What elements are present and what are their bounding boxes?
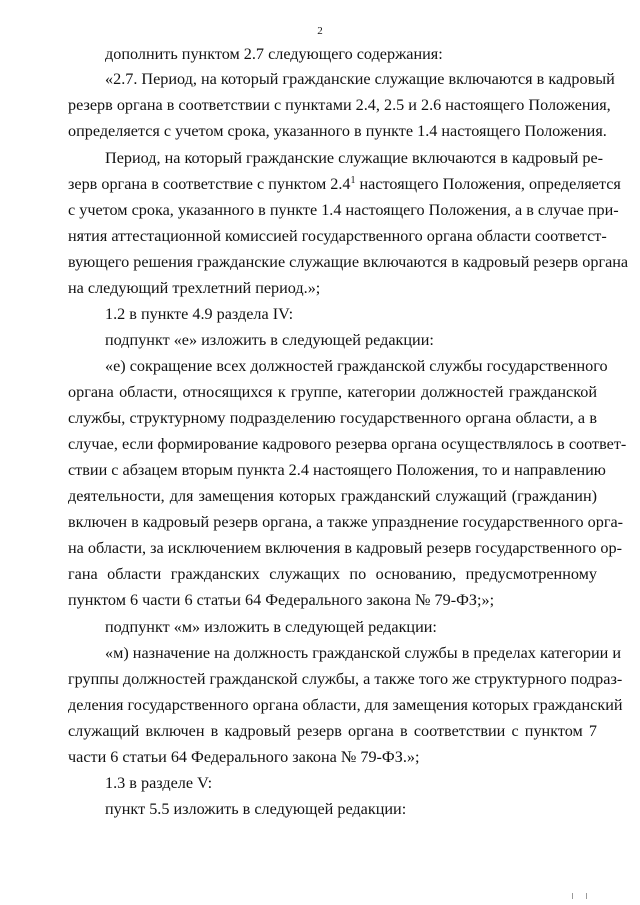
scan-mark [586, 893, 587, 899]
text-line: органа области, относящихся к группе, категории должностей гражданской [68, 383, 597, 401]
scan-mark [572, 893, 573, 899]
text-line: пунктом 6 части 6 статьи 64 Федерального закона № 79-ФЗ;»; [68, 591, 495, 609]
text-line: подпункт «е» изложить в следующей редакции: [105, 331, 434, 349]
text-line: с учетом срока, указанного в пункте 1.4 настоящего Положения, а в случае при- [68, 201, 619, 219]
text-line: подпункт «м» изложить в следующей редакции: [105, 618, 437, 636]
text-fragment: зерв органа в соответствие с пунктом 2.4 [68, 175, 351, 193]
text-line: части 6 статьи 64 Федерального закона № 79-ФЗ.»; [68, 748, 420, 766]
text-line: «2.7. Период, на который гражданские служащие включаются в кадровый [105, 70, 615, 88]
text-line: пункт 5.5 изложить в следующей редакции: [105, 800, 407, 818]
text-line: Период, на который гражданские служащие включаются в кадровый ре- [105, 149, 604, 167]
text-line: на следующий трехлетний период.»; [68, 279, 321, 297]
text-line: случае, если формирование кадрового резерва органа осуществлялось в соответ- [68, 435, 627, 453]
text-line: резерв органа в соответствии с пунктами 2.4, 2.5 и 2.6 настоящего Положения, [68, 96, 611, 114]
text-line: «м) назначение на должность гражданской службы в пределах категории и [105, 644, 622, 662]
text-line: деятельности, для замещения которых гражданский служащий (гражданин) [68, 487, 597, 505]
text-line: гана области гражданских служащих по основанию, предусмотренному [68, 565, 597, 583]
text-line: дополнить пунктом 2.7 следующего содержания: [105, 45, 443, 63]
text-line [68, 174, 621, 197]
text-line: ствии с абзацем вторым пункта 2.4 настоящего Положения, то и направлению [68, 461, 606, 479]
text-line: вующего решения гражданские служащие включаются в кадровый резерв органа [68, 253, 629, 271]
text-fragment: настоящего Положения, определяется [355, 175, 621, 193]
text-line: 1.2 в пункте 4.9 раздела IV: [105, 305, 294, 323]
text-line: нятия аттестационной комиссией государственного органа области соответст- [68, 227, 607, 245]
text-line: 1.3 в разделе V: [105, 774, 213, 792]
text-line: включен в кадровый резерв органа, а также упразднение государственного орга- [68, 513, 624, 531]
text-line: служащий включен в кадровый резерв органа в соответствии с пунктом 7 [68, 722, 597, 740]
text-line: «е) сокращение всех должностей гражданской службы государственного [105, 357, 608, 375]
text-line: группы должностей гражданской службы, а также того же структурного подраз- [68, 670, 623, 688]
page-number: 2 [317, 25, 323, 37]
text-line: на области, за исключением включения в кадровый резерв государственного ор- [68, 539, 622, 557]
text-line: определяется с учетом срока, указанного в пункте 1.4 настоящего Положения. [68, 122, 607, 140]
text-line: службы, структурному подразделению государственного органа области, а в [68, 409, 597, 427]
footnote-superscript: 1 [350, 175, 356, 186]
text-line: деления государственного органа области, для замещения которых гражданский [68, 696, 623, 714]
